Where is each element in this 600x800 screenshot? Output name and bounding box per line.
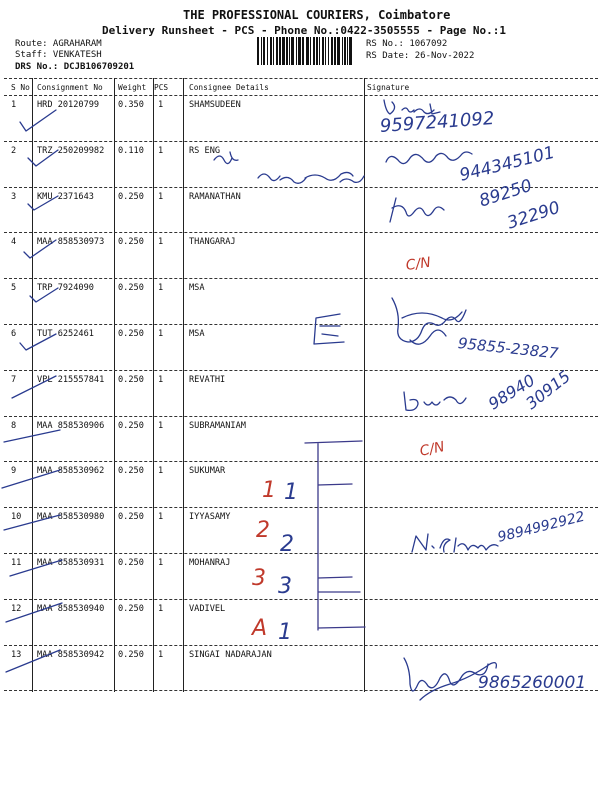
weight: 0.250 [118, 420, 144, 431]
consignee-name: MSA [189, 283, 205, 294]
barcode-bar [282, 37, 285, 65]
pieces: 1 [158, 512, 164, 523]
row-sno: 1 [11, 100, 17, 110]
col-consignee: Consignee Details [189, 83, 269, 92]
consignee-name: SUBRAMANIAM [189, 420, 246, 431]
consignment-number: MAA 858530940 [37, 603, 105, 614]
cn-mark: C/N [418, 438, 447, 460]
barcode-bar [319, 37, 320, 65]
consignment-number: KMU 2371643 [37, 191, 94, 202]
consignee-name: VADIVEL [189, 603, 226, 614]
drs-number: DRS No.: DCJB106709201 [15, 62, 135, 72]
weight: 0.350 [118, 100, 144, 110]
table-row [4, 462, 598, 508]
tally-mark: 1 [284, 480, 298, 505]
barcode-bar [296, 37, 297, 65]
barcode-bar [322, 37, 324, 65]
company-title: THE PROFESSIONAL COURIERS, Coimbatore [183, 8, 451, 22]
col-weight: Weight [118, 83, 147, 92]
pieces: 1 [158, 100, 164, 110]
barcode-bar [306, 37, 309, 65]
col-signature: Signature [367, 83, 410, 92]
row-sno: 10 [11, 512, 22, 523]
weight: 0.250 [118, 512, 144, 523]
rs-number: RS No.: 1067092 [366, 39, 448, 49]
weight: 0.250 [118, 328, 144, 339]
barcode-bar [331, 37, 333, 65]
barcode-bar [337, 37, 340, 65]
pieces: 1 [158, 649, 164, 660]
barcode-bar [279, 37, 281, 65]
consignment-number: MAA 858530980 [37, 512, 105, 523]
barcode-bar [263, 37, 265, 65]
row-sno: 8 [11, 420, 17, 431]
tally-mark: 1 [278, 620, 292, 645]
consignment-number: HRD 20120799 [37, 100, 100, 110]
weight: 0.250 [118, 603, 144, 614]
cn-mark: C/N [404, 254, 432, 274]
row-sno: 11 [11, 557, 22, 568]
consignee-name: SUKUMAR [189, 466, 226, 477]
barcode-bar [291, 37, 294, 65]
row-sno: 12 [11, 603, 22, 614]
staff-label: Staff: VENKATESH [15, 50, 102, 60]
weight: 0.250 [118, 466, 144, 477]
tally-mark: 2 [256, 518, 270, 543]
barcode-bar [276, 37, 278, 65]
handwritten-phone: 9894992922 [496, 508, 587, 546]
tally-mark: 2 [280, 532, 294, 557]
row-sno: 2 [11, 145, 17, 156]
barcode-bar [298, 37, 301, 65]
row-sno: 7 [11, 374, 17, 385]
barcode-bar [310, 37, 311, 65]
barcode-bar [286, 37, 288, 65]
weight: 0.250 [118, 283, 144, 294]
row-sno: 3 [11, 191, 17, 202]
consignment-number: MAA 858530931 [37, 557, 105, 568]
barcode-bar [342, 37, 343, 65]
weight: 0.250 [118, 557, 144, 568]
consignment-number: MAA 858530973 [37, 237, 105, 248]
table-row [4, 279, 598, 325]
pieces: 1 [158, 328, 164, 339]
runsheet-subtitle: Delivery Runsheet - PCS - Phone No.:0422-3505555 - Page No.:1 [102, 24, 506, 37]
table-header [4, 78, 598, 96]
table-row [4, 96, 598, 142]
table-row [4, 554, 598, 600]
barcode-bar [267, 37, 268, 65]
handwritten-phone: 98940 [484, 370, 539, 414]
barcode-bar [289, 37, 290, 65]
table-row [4, 417, 598, 463]
pieces: 1 [158, 191, 164, 202]
barcode-bar [313, 37, 315, 65]
rs-date: RS Date: 26-Nov-2022 [366, 51, 475, 61]
pieces: 1 [158, 237, 164, 248]
table-row [4, 600, 598, 646]
barcode-bar [334, 37, 336, 65]
col-consignment: Consignment No [37, 83, 103, 92]
handwritten-phone: 30915 [522, 366, 574, 413]
handwritten-phone: 89250 [476, 175, 535, 212]
tally-mark: 3 [278, 574, 292, 599]
consignee-name: THANGARAJ [189, 237, 236, 248]
consignment-number: TUT 6252461 [37, 328, 94, 339]
barcode-bar [328, 37, 329, 65]
row-sno: 4 [11, 237, 17, 248]
barcode-bar [316, 37, 318, 65]
barcode-bar [325, 37, 326, 65]
pieces: 1 [158, 374, 164, 385]
weight: 0.250 [118, 374, 144, 385]
pieces: 1 [158, 283, 164, 294]
tally-mark: A [252, 616, 268, 641]
consignment-number: MAA 858530962 [37, 466, 105, 477]
consignee-name: SINGAI NADARAJAN [189, 649, 272, 660]
consignment-number: VPL 215557841 [37, 374, 105, 385]
tally-mark: 1 [262, 478, 276, 503]
pieces: 1 [158, 145, 164, 156]
col-pcs: PCS [154, 83, 169, 92]
handwritten-phone: 9865260001 [478, 673, 587, 693]
row-sno: 9 [11, 466, 17, 477]
handwritten-phone: 944345101 [457, 142, 557, 186]
consignment-number: TRP 7924090 [37, 283, 94, 294]
barcode-icon [257, 37, 355, 65]
row-sno: 5 [11, 283, 17, 294]
pieces: 1 [158, 603, 164, 614]
barcode-bar [261, 37, 262, 65]
pieces: 1 [158, 466, 164, 477]
barcode-bar [349, 37, 352, 65]
row-sno: 6 [11, 328, 17, 339]
weight: 0.250 [118, 649, 144, 660]
handwritten-phone: 95855-23827 [457, 334, 560, 363]
barcode-bar [257, 37, 259, 65]
table-row [4, 233, 598, 279]
consignee-name: RS ENG [189, 145, 221, 156]
handwritten-phone: 9597241092 [379, 108, 495, 137]
handwritten-phone: 32290 [504, 197, 563, 234]
weight: 0.250 [118, 237, 144, 248]
barcode-bar [347, 37, 348, 65]
tally-mark: 3 [252, 566, 266, 591]
weight: 0.110 [118, 145, 144, 156]
consignee-name: SHAMSUDEEN [189, 100, 241, 110]
consignment-number: TRZ 250209982 [37, 145, 105, 156]
weight: 0.250 [118, 191, 144, 202]
barcode-bar [273, 37, 274, 65]
barcode-bar [302, 37, 304, 65]
consignment-number: MAA 858530906 [37, 420, 105, 431]
consignee-name: IYYASAMY [189, 512, 231, 523]
barcode-bar [344, 37, 346, 65]
pieces: 1 [158, 557, 164, 568]
consignment-number: MAA 858530942 [37, 649, 105, 660]
consignee-name: RAMANATHAN [189, 191, 241, 202]
barcode-bar [270, 37, 272, 65]
row-sno: 13 [11, 649, 22, 660]
consignee-name: MSA [189, 328, 205, 339]
pieces: 1 [158, 420, 164, 431]
col-sno: S No [11, 83, 30, 92]
consignee-name: MOHANRAJ [189, 557, 231, 568]
route-label: Route: AGRAHARAM [15, 39, 102, 49]
consignee-name: REVATHI [189, 374, 226, 385]
